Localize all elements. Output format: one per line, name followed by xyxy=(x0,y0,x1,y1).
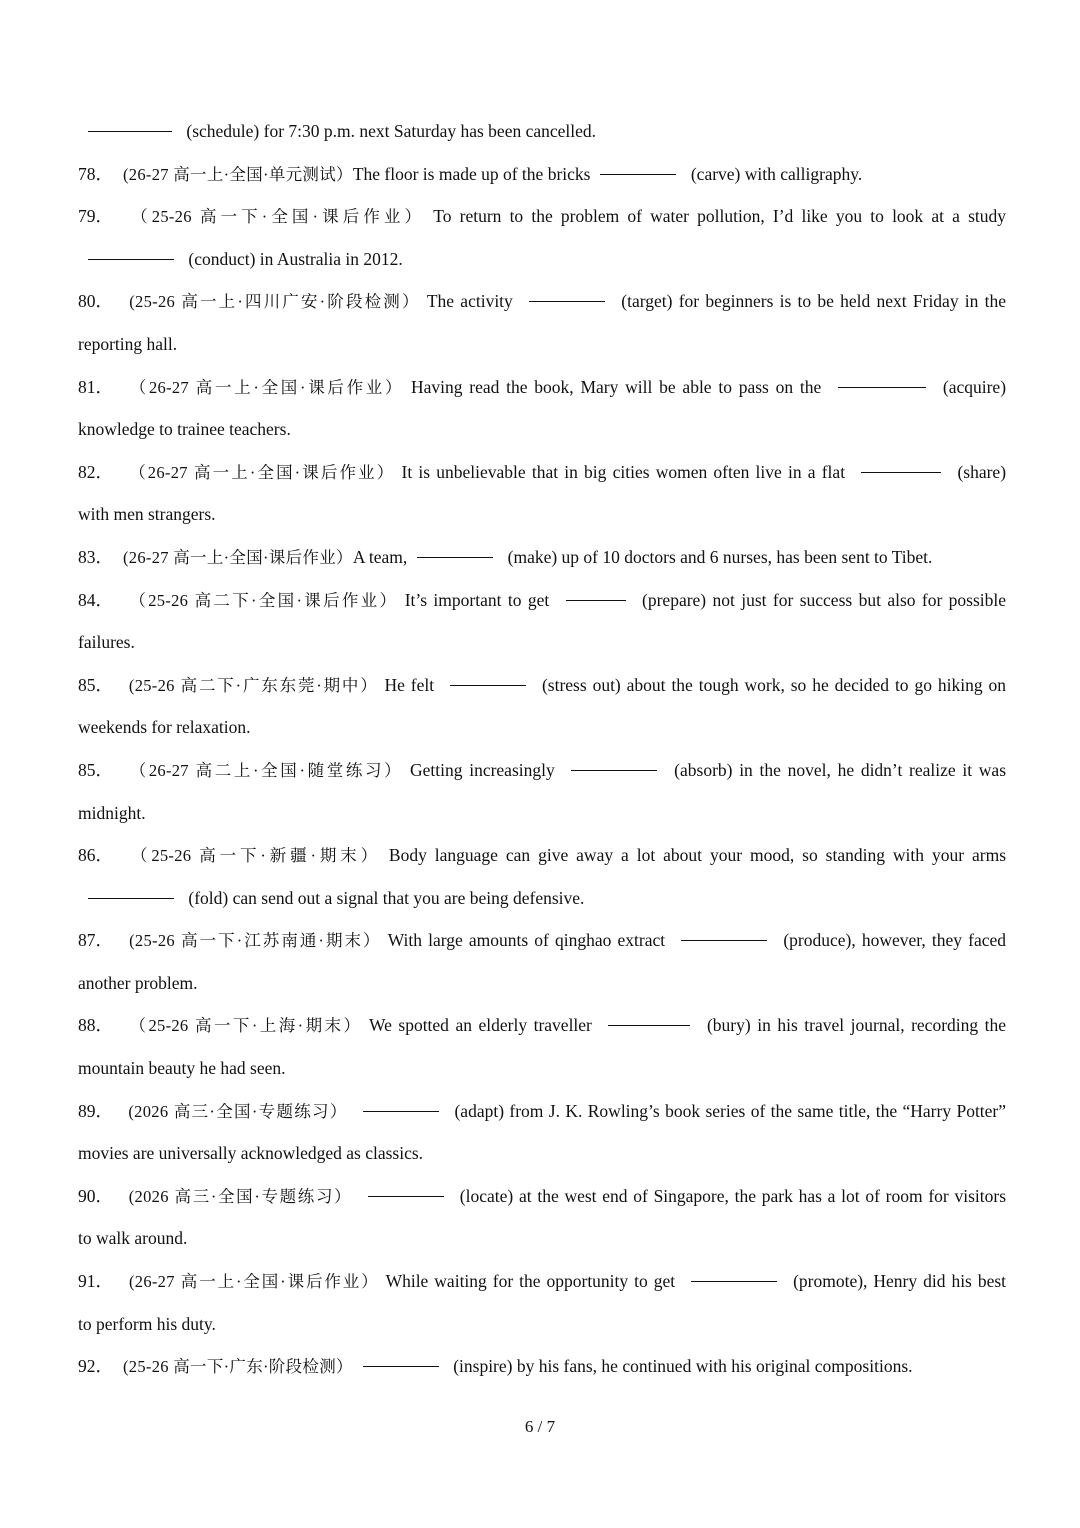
text-line xyxy=(78,1217,1006,1260)
text-line xyxy=(78,280,1006,323)
answer-blank[interactable] xyxy=(368,1195,444,1197)
question-text: movies are universally acknowledged as classics. xyxy=(78,1143,424,1164)
question-source: （26-27 高一上·全国·课后作业） xyxy=(129,462,396,482)
text-line xyxy=(78,877,1006,920)
question-number: 89． xyxy=(78,1100,113,1121)
question-number: 78． xyxy=(78,163,113,184)
text-line xyxy=(78,493,1006,536)
question-source: (2026 高三·全国·专题练习） xyxy=(128,1186,353,1206)
question-text: another problem. xyxy=(78,972,198,993)
question-text: (bury) in his travel journal, recording the xyxy=(706,1015,1007,1036)
question-number: 86． xyxy=(78,845,113,866)
question-text: failures. xyxy=(78,632,135,653)
question-text: weekends for relaxation. xyxy=(78,717,251,738)
text-line xyxy=(78,451,1006,494)
answer-blank[interactable] xyxy=(417,556,493,558)
answer-blank[interactable] xyxy=(681,939,767,941)
answer-blank[interactable] xyxy=(838,386,926,388)
answer-blank[interactable] xyxy=(88,897,174,899)
question-text: (inspire) by his fans, he continued with his original compositions. xyxy=(448,1356,913,1377)
question-text: It is unbelievable that in big cities women often live in a flat xyxy=(401,461,846,482)
answer-blank[interactable] xyxy=(861,471,941,473)
question-source: （26-27 高一上·全国·课后作业） xyxy=(129,377,405,397)
question-source: （25-26 高一下·上海·期末） xyxy=(129,1016,363,1036)
question-text: A team, xyxy=(352,546,408,567)
answer-blank[interactable] xyxy=(450,684,526,686)
question-source: （26-27 高二上·全国·随堂练习） xyxy=(129,760,404,780)
question-text: to walk around. xyxy=(78,1228,188,1249)
question-text: To return to the problem of water pollution, I’d like you to look at a study xyxy=(433,206,1006,227)
question-source: (2026 高三·全国·专题练习） xyxy=(128,1101,348,1121)
text-line xyxy=(78,1090,1006,1133)
text-line xyxy=(78,919,1006,962)
question-text: The activity xyxy=(426,291,513,312)
text-line xyxy=(78,323,1006,366)
question-number: 84． xyxy=(78,589,113,610)
answer-blank[interactable] xyxy=(608,1024,690,1026)
question-text: He felt xyxy=(384,674,435,695)
question-text: Body language can give away a lot about your mood, so standing with your arms xyxy=(388,845,1007,866)
question-text: Getting increasingly xyxy=(410,759,555,780)
question-text: (acquire) xyxy=(942,376,1007,397)
question-text: (absorb) in the novel, he didn’t realize it was xyxy=(674,759,1007,780)
question-number: 80． xyxy=(78,291,113,312)
question-text: to perform his duty. xyxy=(78,1313,216,1334)
text-line xyxy=(78,536,1006,579)
question-text: (fold) can send out a signal that you are being defensive. xyxy=(184,887,585,908)
question-text: (conduct) in Australia in 2012. xyxy=(184,248,403,269)
text-line xyxy=(78,1260,1006,1303)
question-source: （25-26 高一下·新疆·期末） xyxy=(130,846,381,866)
question-number: 82． xyxy=(78,461,113,482)
page-number: 6 / 7 xyxy=(524,1417,556,1436)
question-text: (promote), Henry did his best xyxy=(793,1271,1007,1292)
text-line xyxy=(78,1132,1006,1175)
question-text: (prepare) not just for success but also for possible xyxy=(642,589,1007,610)
question-text: The floor is made up of the bricks xyxy=(352,163,591,184)
text-line xyxy=(78,621,1006,664)
question-number: 87． xyxy=(78,930,113,951)
question-number: 85． xyxy=(78,759,113,780)
text-line xyxy=(78,195,1006,238)
text-line xyxy=(78,238,1006,281)
question-number: 90． xyxy=(78,1185,113,1206)
answer-blank[interactable] xyxy=(691,1280,777,1282)
text-line xyxy=(78,962,1006,1005)
question-source: (26-27 高一上·全国·课后作业） xyxy=(128,1272,380,1292)
question-text: (make) up of 10 doctors and 6 nurses, has been sent to Tibet. xyxy=(503,546,933,567)
question-text: (adapt) from J. K. Rowling’s book series of the same title, the “Harry Potter” xyxy=(454,1100,1007,1121)
answer-blank[interactable] xyxy=(529,300,605,302)
question-text: mountain beauty he had seen. xyxy=(78,1058,286,1079)
text-line xyxy=(78,1303,1006,1346)
text-line xyxy=(78,408,1006,451)
question-source: (25-26 高二下·广东东莞·期中） xyxy=(128,675,379,695)
answer-blank[interactable] xyxy=(571,769,657,771)
question-number: 88． xyxy=(78,1015,113,1036)
text-line xyxy=(78,834,1006,877)
text-line xyxy=(78,706,1006,749)
question-number: 92． xyxy=(78,1356,113,1377)
text-line xyxy=(78,792,1006,835)
question-list xyxy=(78,110,1006,1388)
text-line xyxy=(78,749,1006,792)
question-text: (schedule) for 7:30 p.m. next Saturday has been cancelled. xyxy=(182,121,597,141)
question-number: 85． xyxy=(78,674,113,695)
answer-blank[interactable] xyxy=(566,599,626,601)
question-text: (produce), however, they faced xyxy=(783,930,1007,951)
text-line xyxy=(78,1345,1006,1388)
question-source: (26-27 高一上·全国·课后作业） xyxy=(123,547,353,567)
question-number: 81． xyxy=(78,376,113,397)
answer-blank[interactable] xyxy=(363,1365,439,1367)
question-text: knowledge to trainee teachers. xyxy=(78,419,291,440)
answer-blank[interactable] xyxy=(600,173,676,175)
answer-blank[interactable] xyxy=(88,258,174,260)
question-source: (25-26 高一上·四川广安·阶段检测） xyxy=(129,292,421,312)
text-line xyxy=(78,153,1006,196)
question-number: 79． xyxy=(78,206,113,227)
question-text: with men strangers. xyxy=(78,504,216,525)
text-line xyxy=(78,366,1006,409)
question-text: With large amounts of qinghao extract xyxy=(387,930,666,951)
text-line xyxy=(78,664,1006,707)
question-source: (26-27 高一上·全国·单元测试） xyxy=(123,164,353,184)
question-source: （25-26 高一下·全国·课后作业） xyxy=(131,207,426,227)
question-text: (stress out) about the tough work, so he decided to go hiking on xyxy=(541,674,1006,695)
question-source: （25-26 高二下·全国·课后作业） xyxy=(129,590,399,610)
answer-blank[interactable] xyxy=(88,130,172,132)
text-line xyxy=(78,1047,1006,1090)
question-text: It’s important to get xyxy=(404,589,550,610)
question-text: (share) xyxy=(957,461,1007,482)
question-text: (target) for beginners is to be held next Friday in the xyxy=(621,291,1007,312)
text-line xyxy=(78,579,1006,622)
question-number: 91． xyxy=(78,1271,113,1292)
question-source: (25-26 高一下·江苏南通·期末） xyxy=(129,931,382,951)
question-text: midnight. xyxy=(78,802,146,823)
question-text: (carve) with calligraphy. xyxy=(686,163,863,184)
question-text: We spotted an elderly traveller xyxy=(368,1015,592,1036)
question-number: 83． xyxy=(78,546,113,567)
text-line xyxy=(78,1004,1006,1047)
text-line xyxy=(78,110,1006,153)
question-text: While waiting for the opportunity to get xyxy=(385,1271,676,1292)
question-text: reporting hall. xyxy=(78,333,178,354)
answer-blank[interactable] xyxy=(363,1110,439,1112)
question-text: Having read the book, Mary will be able to pass on the xyxy=(410,376,822,397)
question-source: (25-26 高一下·广东·阶段检测） xyxy=(123,1357,353,1377)
text-line xyxy=(78,1175,1006,1218)
question-text: (locate) at the west end of Singapore, the park has a lot of room for visitors xyxy=(459,1185,1007,1206)
